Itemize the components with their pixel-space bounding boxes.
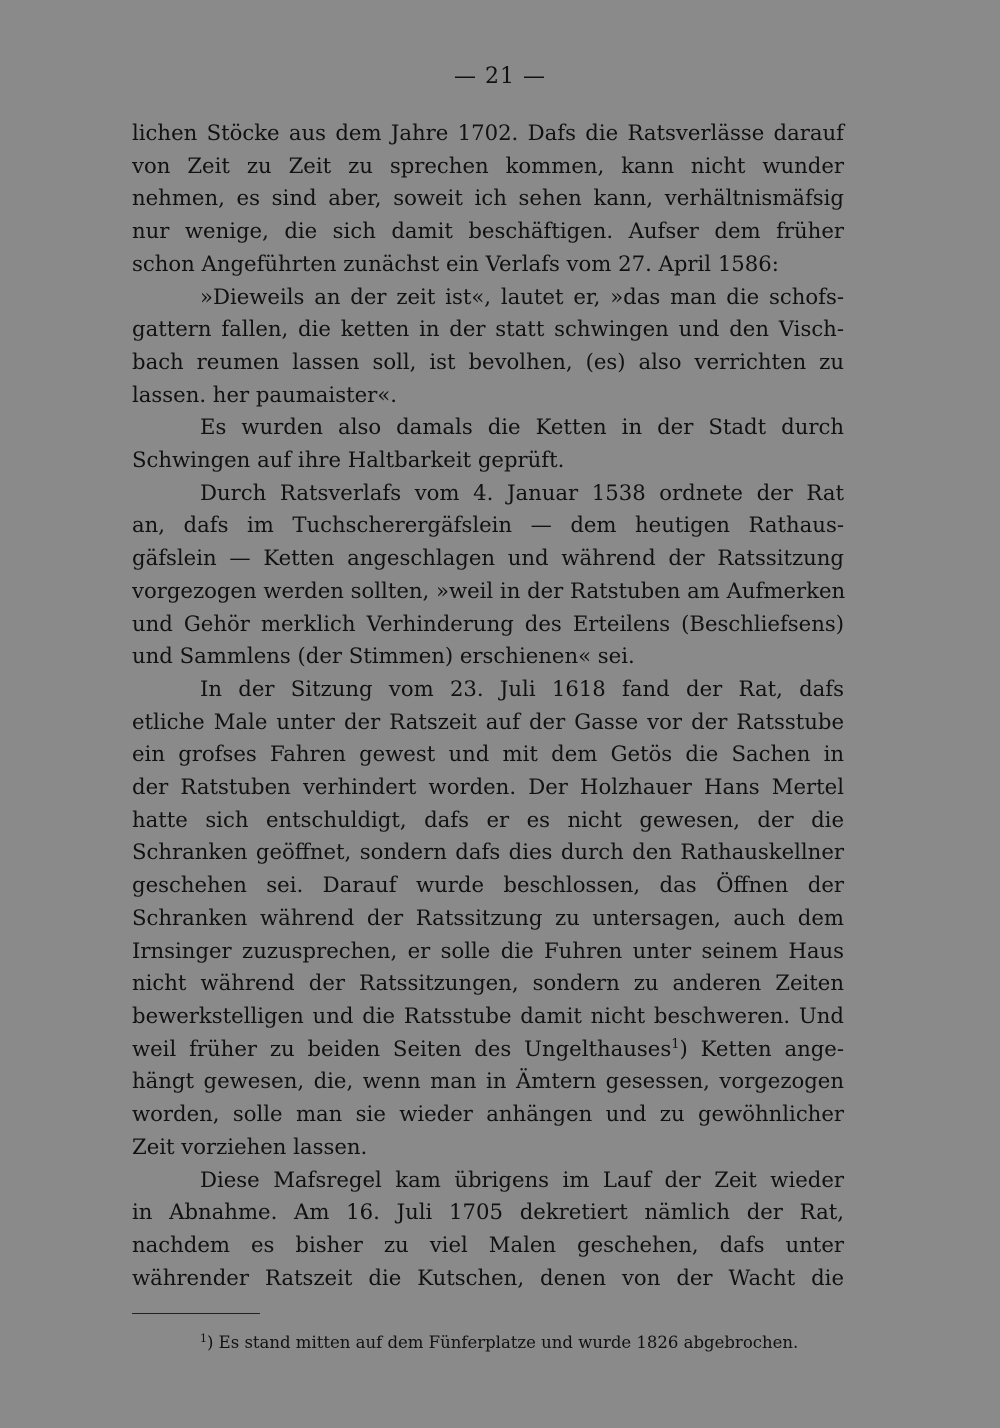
text-line: Schwingen auf ihre Haltbarkeit geprüft.: [132, 447, 565, 473]
text-line: In der Sitzung vom 23. Juli 1618 fand der Rat, dafs: [200, 675, 844, 701]
text-line: an, dafs im Tuchscherergäfslein — dem heutigen Rathaus-: [132, 512, 844, 538]
footnote-divider: [132, 1313, 260, 1314]
text-line: nehmen, es sind aber, soweit ich sehen kann, verhältnismäfsig: [132, 185, 844, 211]
text-line: gäfslein — Ketten angeschlagen und während der Ratssitzung: [132, 545, 844, 571]
text-line: worden, solle man sie wieder anhängen und zu gewöhnlicher: [132, 1101, 844, 1127]
text-line: lassen. her paumaister«.: [132, 381, 397, 407]
text-line: und Sammlens (der Stimmen) erschienen« sei.: [132, 643, 635, 669]
text-line: Durch Ratsverlafs vom 4. Januar 1538 ordnete der Rat: [200, 479, 844, 505]
text-segment: ) Ketten ange-: [679, 1035, 844, 1061]
text-line: Es wurden also damals die Ketten in der Stadt durch: [200, 414, 844, 440]
text-line: nicht während der Ratssitzungen, sondern zu anderen Zeiten: [132, 970, 844, 996]
text-line: schon Angeführten zunächst ein Verlafs vom 27. April 1586:: [132, 250, 779, 276]
text-segment: weil früher zu beiden Seiten des Ungelthauses: [132, 1035, 672, 1061]
text-line: Schranken geöffnet, sondern dafs dies durch den Rathauskellner: [132, 839, 844, 865]
footnote-text: ) Es stand mitten auf dem Fünferplatze und wurde 1826 abgebrochen.: [207, 1333, 799, 1352]
text-line: vorgezogen werden sollten, »weil in der Ratstuben am Aufmerken: [132, 577, 846, 603]
text-line: bewerkstelligen und die Ratsstube damit nicht beschweren. Und: [132, 1002, 844, 1028]
text-line: nachdem es bisher zu viel Malen geschehen, dafs unter: [132, 1231, 844, 1257]
text-line: in Abnahme. Am 16. Juli 1705 dekretiert nämlich der Rat,: [132, 1199, 844, 1225]
footnote-reference: 1: [671, 1036, 680, 1052]
text-line: Zeit vorziehen lassen.: [132, 1133, 368, 1159]
text-line-with-footnote-ref: [132, 1033, 844, 1066]
text-line: lichen Stöcke aus dem Jahre 1702. Dafs die Ratsverlässe darauf: [132, 120, 844, 145]
text-line: nur wenige, die sich damit beschäftigen. Aufser dem früher: [132, 218, 844, 244]
text-line: hatte sich entschuldigt, dafs er es nicht gewesen, der die: [132, 806, 844, 832]
text-line: Diese Mafsregel kam übrigens im Lauf der Zeit wieder: [200, 1166, 844, 1192]
body-text: [132, 117, 844, 1294]
text-line: und Gehör merklich Verhinderung des Erteilens (Beschliefsens): [132, 610, 844, 636]
text-line: der Ratstuben verhindert worden. Der Holzhauer Hans Mertel: [132, 774, 844, 800]
text-line: »Dieweils an der zeit ist«, lautet er, »das man die schofs-: [200, 283, 844, 309]
text-line: bach reumen lassen soll, ist bevolhen, (es) also verrichten zu: [132, 348, 844, 374]
text-line: Irnsinger zuzusprechen, er solle die Fuhren unter seinem Haus: [132, 937, 844, 963]
footnote-marker: 1: [200, 1332, 207, 1345]
text-line: gattern fallen, die ketten in der statt schwingen und den Visch-: [132, 316, 844, 342]
text-line: währender Ratszeit die Kutschen, denen von der Wacht die: [132, 1264, 844, 1290]
text-line: hängt gewesen, die, wenn man in Ämtern gesessen, vorgezogen: [132, 1068, 844, 1094]
text-line: ein grofses Fahren gewest und mit dem Getös die Sachen in: [132, 741, 844, 767]
text-line: geschehen sei. Darauf wurde beschlossen, das Öffnen der: [132, 872, 844, 898]
footnote: [200, 1331, 844, 1355]
text-line: etliche Male unter der Ratszeit auf der Gasse vor der Ratsstube: [132, 708, 844, 734]
text-line: Schranken während der Ratssitzung zu untersagen, auch dem: [132, 904, 844, 930]
page-number: — 21 —: [454, 64, 546, 89]
text-line: von Zeit zu Zeit zu sprechen kommen, kann nicht wunder: [132, 152, 844, 178]
